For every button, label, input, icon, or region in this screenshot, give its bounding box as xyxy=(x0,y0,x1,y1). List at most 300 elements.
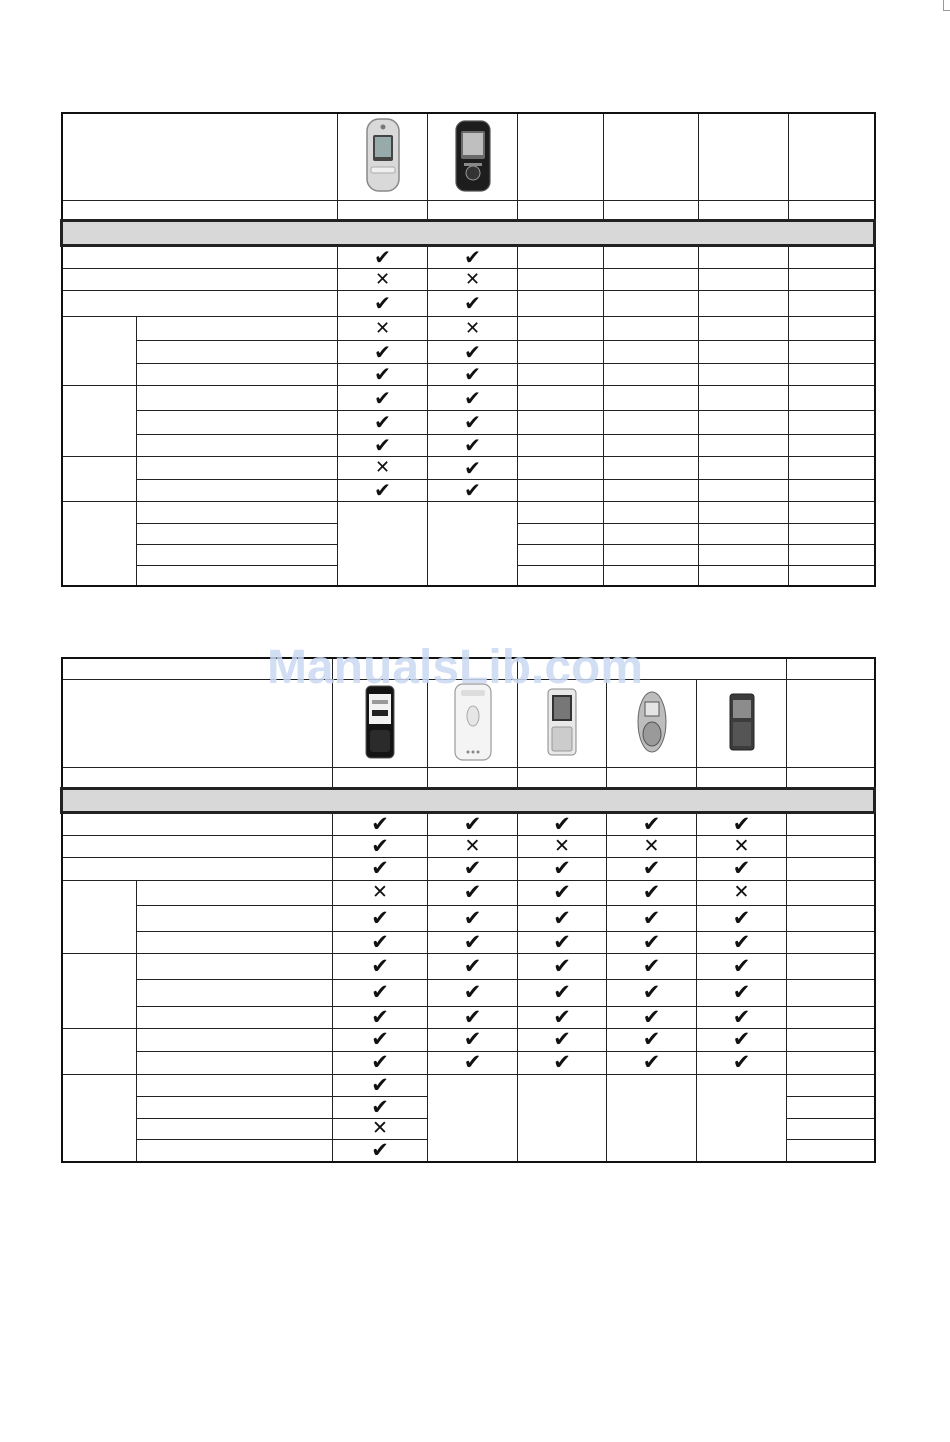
phone-image-row xyxy=(62,679,875,767)
phone-image-cell xyxy=(333,679,428,767)
feature-row xyxy=(62,290,875,316)
feature-value-cell xyxy=(607,979,697,1006)
feature-label-cell xyxy=(137,931,333,953)
feature-value-cell xyxy=(428,363,518,385)
feature-value-cell xyxy=(428,340,518,363)
feature-row xyxy=(62,363,875,385)
check-mark-icon: ✔ xyxy=(732,905,751,930)
check-mark-icon: ✔ xyxy=(464,340,481,363)
feature-value-cell xyxy=(428,245,518,268)
empty-value-cell xyxy=(518,456,604,479)
feature-value-cell xyxy=(338,456,428,479)
feature-value-cell xyxy=(518,880,607,905)
feature-value-cell xyxy=(697,1051,787,1074)
empty-value-cell xyxy=(789,245,875,268)
check-mark-icon: ✔ xyxy=(463,905,482,930)
feature-value-cell xyxy=(338,340,428,363)
feature-value-cell xyxy=(428,268,518,290)
feature-row xyxy=(62,1028,875,1051)
feature-value-cell xyxy=(333,1139,428,1162)
empty-value-cell xyxy=(787,1096,875,1118)
feature-value-cell xyxy=(518,857,607,880)
cross-mark-icon: ✕ xyxy=(554,835,570,857)
feature-label-cell xyxy=(62,812,333,835)
feature-value-cell xyxy=(518,905,607,931)
feature-row xyxy=(62,979,875,1006)
feature-label-cell xyxy=(137,905,333,931)
feature-row xyxy=(62,501,875,523)
phone-image-row xyxy=(62,113,875,200)
empty-value-cell xyxy=(604,316,699,340)
feature-row xyxy=(62,812,875,835)
feature-value-cell xyxy=(607,905,697,931)
feature-row xyxy=(62,410,875,434)
check-mark-icon: ✔ xyxy=(732,857,751,880)
empty-value-cell xyxy=(789,340,875,363)
feature-value-cell xyxy=(518,1006,607,1028)
empty-value-cell xyxy=(789,363,875,385)
empty-value-cell xyxy=(789,316,875,340)
cross-mark-icon: ✕ xyxy=(372,881,388,903)
check-mark-icon: ✔ xyxy=(642,980,661,1004)
empty-value-cell xyxy=(789,268,875,290)
feature-row xyxy=(62,479,875,501)
feature-value-cell xyxy=(428,1006,518,1028)
feature-value-cell xyxy=(428,857,518,880)
empty-value-cell xyxy=(518,434,604,456)
empty-value-cell xyxy=(789,544,875,565)
check-mark-icon: ✔ xyxy=(732,812,751,835)
group-label-cell xyxy=(62,1074,137,1162)
check-mark-icon: ✔ xyxy=(374,291,391,315)
feature-value-cell xyxy=(338,268,428,290)
check-mark-icon: ✔ xyxy=(642,857,661,880)
empty-value-cell xyxy=(699,340,789,363)
feature-label-cell xyxy=(137,1074,333,1096)
check-mark-icon: ✔ xyxy=(374,410,391,434)
check-mark-icon: ✔ xyxy=(464,363,481,385)
feature-value-cell xyxy=(428,931,518,953)
feature-value-cell xyxy=(333,1096,428,1118)
feature-row xyxy=(62,245,875,268)
check-mark-icon: ✔ xyxy=(463,953,482,978)
empty-value-cell xyxy=(699,544,789,565)
merged-value-cell xyxy=(338,501,428,586)
check-mark-icon: ✔ xyxy=(374,385,391,410)
cross-mark-icon: ✕ xyxy=(374,317,391,339)
empty-value-cell xyxy=(699,316,789,340)
feature-value-cell xyxy=(697,812,787,835)
check-mark-icon: ✔ xyxy=(463,812,482,835)
empty-value-cell xyxy=(787,835,875,857)
feature-row xyxy=(62,1006,875,1028)
feature-value-cell xyxy=(607,1051,697,1074)
check-mark-icon: ✔ xyxy=(642,812,661,835)
check-mark-icon: ✔ xyxy=(464,410,481,434)
feature-label-cell xyxy=(137,880,333,905)
group-label-cell xyxy=(62,316,137,385)
check-mark-icon: ✔ xyxy=(463,980,482,1004)
feature-value-cell xyxy=(518,1051,607,1074)
feature-label-cell xyxy=(137,340,338,363)
cross-mark-icon: ✕ xyxy=(733,881,750,903)
check-mark-icon: ✔ xyxy=(371,812,389,835)
empty-value-cell xyxy=(787,931,875,953)
empty-value-cell xyxy=(789,456,875,479)
empty-value-cell xyxy=(787,905,875,931)
feature-row xyxy=(62,857,875,880)
merged-value-cell xyxy=(428,501,518,586)
group-label-cell xyxy=(62,385,137,456)
feature-row xyxy=(62,880,875,905)
check-mark-icon: ✔ xyxy=(553,812,571,835)
check-mark-icon: ✔ xyxy=(463,1006,482,1028)
empty-value-cell xyxy=(787,1074,875,1096)
cross-mark-icon: ✕ xyxy=(464,317,481,339)
empty-value-cell xyxy=(789,290,875,316)
check-mark-icon: ✔ xyxy=(553,980,571,1004)
cross-mark-icon: ✕ xyxy=(374,457,391,478)
cross-mark-icon: ✕ xyxy=(733,835,750,857)
empty-value-cell xyxy=(789,479,875,501)
check-mark-icon: ✔ xyxy=(642,931,661,953)
feature-value-cell xyxy=(697,835,787,857)
group-label-cell xyxy=(62,953,137,1028)
feature-label-cell xyxy=(137,434,338,456)
check-mark-icon: ✔ xyxy=(553,857,571,880)
feature-row xyxy=(62,1051,875,1074)
silver-flip-phone-icon xyxy=(365,117,401,193)
feature-value-cell xyxy=(333,953,428,979)
empty-value-cell xyxy=(604,501,699,523)
feature-value-cell xyxy=(428,953,518,979)
check-mark-icon: ✔ xyxy=(371,980,389,1004)
feature-value-cell xyxy=(428,979,518,1006)
cross-mark-icon: ✕ xyxy=(374,268,391,290)
feature-value-cell xyxy=(338,385,428,410)
empty-value-cell xyxy=(518,565,604,586)
feature-label-cell xyxy=(137,1118,333,1139)
feature-row xyxy=(62,905,875,931)
feature-label-cell xyxy=(62,290,338,316)
feature-value-cell xyxy=(697,931,787,953)
check-mark-icon: ✔ xyxy=(464,479,481,501)
check-mark-icon: ✔ xyxy=(371,1006,389,1028)
feature-value-cell xyxy=(697,953,787,979)
empty-value-cell xyxy=(787,1139,875,1162)
empty-value-cell xyxy=(604,410,699,434)
merged-value-cell xyxy=(518,1074,607,1162)
empty-value-cell xyxy=(699,501,789,523)
feature-label-cell xyxy=(137,410,338,434)
feature-value-cell xyxy=(338,434,428,456)
feature-label-cell xyxy=(137,316,338,340)
page-corner-mark xyxy=(943,0,950,11)
feature-label-cell xyxy=(137,544,338,565)
check-mark-icon: ✔ xyxy=(371,953,389,978)
cross-mark-icon: ✕ xyxy=(464,835,481,857)
empty-value-cell xyxy=(604,290,699,316)
check-mark-icon: ✔ xyxy=(553,1006,571,1028)
feature-value-cell xyxy=(428,1051,518,1074)
check-mark-icon: ✔ xyxy=(642,1006,661,1028)
empty-value-cell xyxy=(518,501,604,523)
feature-value-cell xyxy=(697,979,787,1006)
feature-value-cell xyxy=(428,812,518,835)
empty-value-cell xyxy=(787,1051,875,1074)
feature-value-cell xyxy=(697,857,787,880)
check-mark-icon: ✔ xyxy=(732,980,751,1004)
feature-value-cell xyxy=(428,456,518,479)
feature-value-cell xyxy=(607,931,697,953)
feature-value-cell xyxy=(428,905,518,931)
empty-value-cell xyxy=(699,245,789,268)
feature-value-cell xyxy=(607,812,697,835)
merged-value-cell xyxy=(607,1074,697,1162)
check-mark-icon: ✔ xyxy=(371,1028,389,1051)
feature-value-cell xyxy=(428,290,518,316)
feature-label-cell xyxy=(62,835,333,857)
feature-label-cell xyxy=(62,857,333,880)
check-mark-icon: ✔ xyxy=(371,1096,389,1118)
feature-value-cell xyxy=(338,290,428,316)
cross-mark-icon: ✕ xyxy=(643,835,660,857)
silver-slim-phone-icon xyxy=(544,687,580,757)
empty-value-cell xyxy=(604,523,699,544)
empty-value-cell xyxy=(604,245,699,268)
feature-value-cell xyxy=(338,245,428,268)
empty-value-cell xyxy=(518,544,604,565)
check-mark-icon: ✔ xyxy=(642,1028,661,1051)
check-mark-icon: ✔ xyxy=(642,1051,661,1074)
feature-row xyxy=(62,456,875,479)
empty-value-cell xyxy=(518,479,604,501)
feature-value-cell xyxy=(697,880,787,905)
group-label-cell xyxy=(62,880,137,953)
group-label-cell xyxy=(62,456,137,501)
phone-image-cell xyxy=(428,679,518,767)
check-mark-icon: ✔ xyxy=(553,931,571,953)
check-mark-icon: ✔ xyxy=(463,880,482,904)
check-mark-icon: ✔ xyxy=(371,931,389,953)
feature-row xyxy=(62,1074,875,1096)
section-band xyxy=(62,788,875,812)
empty-value-cell xyxy=(699,363,789,385)
watermark: ManualsLib.com xyxy=(267,641,644,694)
feature-row xyxy=(62,316,875,340)
check-mark-icon: ✔ xyxy=(371,1051,389,1074)
feature-value-cell xyxy=(607,1006,697,1028)
check-mark-icon: ✔ xyxy=(374,340,391,363)
feature-value-cell xyxy=(697,1028,787,1051)
black-bar-phone-icon xyxy=(364,684,396,760)
empty-value-cell xyxy=(787,880,875,905)
empty-value-cell xyxy=(699,456,789,479)
check-mark-icon: ✔ xyxy=(371,905,389,930)
group-label-cell xyxy=(62,1028,137,1074)
feature-value-cell xyxy=(428,316,518,340)
check-mark-icon: ✔ xyxy=(642,905,661,930)
check-mark-icon: ✔ xyxy=(464,291,481,315)
feature-value-cell xyxy=(333,1028,428,1051)
feature-value-cell xyxy=(333,880,428,905)
feature-value-cell xyxy=(428,385,518,410)
feature-row xyxy=(62,268,875,290)
empty-value-cell xyxy=(518,340,604,363)
phone-image-cell xyxy=(697,679,787,767)
feature-label-cell xyxy=(62,245,338,268)
check-mark-icon: ✔ xyxy=(463,857,482,880)
feature-value-cell xyxy=(333,979,428,1006)
empty-value-cell xyxy=(604,363,699,385)
empty-value-cell xyxy=(518,523,604,544)
feature-row xyxy=(62,434,875,456)
empty-value-cell xyxy=(787,953,875,979)
check-mark-icon: ✔ xyxy=(463,1051,482,1074)
empty-value-cell xyxy=(699,290,789,316)
empty-value-cell xyxy=(604,340,699,363)
feature-value-cell xyxy=(428,880,518,905)
feature-value-cell xyxy=(333,1074,428,1096)
empty-value-cell xyxy=(699,565,789,586)
feature-value-cell xyxy=(333,1051,428,1074)
empty-value-cell xyxy=(699,434,789,456)
feature-value-cell xyxy=(428,410,518,434)
cross-mark-icon: ✕ xyxy=(464,268,481,290)
empty-value-cell xyxy=(789,385,875,410)
group-header-row xyxy=(62,658,875,679)
feature-value-cell xyxy=(333,931,428,953)
feature-row xyxy=(62,931,875,953)
feature-label-cell xyxy=(137,1051,333,1074)
phone-image-cell xyxy=(607,679,697,767)
empty-value-cell xyxy=(699,523,789,544)
feature-row xyxy=(62,953,875,979)
empty-value-cell xyxy=(604,268,699,290)
check-mark-icon: ✔ xyxy=(464,456,481,479)
feature-value-cell xyxy=(333,1118,428,1139)
feature-value-cell xyxy=(697,1006,787,1028)
check-mark-icon: ✔ xyxy=(553,953,571,978)
feature-value-cell xyxy=(333,1006,428,1028)
check-mark-icon: ✔ xyxy=(732,931,751,953)
feature-value-cell xyxy=(428,1028,518,1051)
feature-row xyxy=(62,340,875,363)
group-label-cell xyxy=(62,501,137,586)
empty-value-cell xyxy=(787,1006,875,1028)
feature-value-cell xyxy=(338,479,428,501)
feature-label-cell xyxy=(137,1006,333,1028)
feature-label-cell xyxy=(137,501,338,523)
feature-value-cell xyxy=(333,857,428,880)
empty-value-cell xyxy=(787,857,875,880)
feature-label-cell xyxy=(137,363,338,385)
feature-value-cell xyxy=(607,835,697,857)
empty-value-cell xyxy=(787,979,875,1006)
phone-image-cell xyxy=(518,679,607,767)
merged-value-cell xyxy=(428,1074,518,1162)
feature-value-cell xyxy=(333,905,428,931)
check-mark-icon: ✔ xyxy=(371,857,389,880)
empty-value-cell xyxy=(518,245,604,268)
check-mark-icon: ✔ xyxy=(553,880,571,904)
comparison-table-2 xyxy=(60,657,876,1163)
empty-value-cell xyxy=(787,1118,875,1139)
feature-label-cell xyxy=(137,953,333,979)
check-mark-icon: ✔ xyxy=(463,1028,482,1051)
feature-label-cell xyxy=(62,268,338,290)
feature-value-cell xyxy=(428,434,518,456)
check-mark-icon: ✔ xyxy=(732,1051,751,1074)
empty-value-cell xyxy=(699,479,789,501)
check-mark-icon: ✔ xyxy=(732,1028,751,1051)
feature-label-cell xyxy=(137,1096,333,1118)
empty-value-cell xyxy=(604,456,699,479)
empty-value-cell xyxy=(789,565,875,586)
feature-value-cell xyxy=(338,316,428,340)
check-mark-icon: ✔ xyxy=(642,953,661,978)
empty-value-cell xyxy=(789,434,875,456)
check-mark-icon: ✔ xyxy=(464,385,481,410)
empty-value-cell xyxy=(789,501,875,523)
empty-value-cell xyxy=(518,363,604,385)
dark-candybar-phone-icon xyxy=(728,692,756,752)
feature-value-cell xyxy=(518,953,607,979)
feature-value-cell xyxy=(607,880,697,905)
feature-value-cell xyxy=(518,931,607,953)
empty-value-cell xyxy=(699,268,789,290)
feature-label-cell xyxy=(137,979,333,1006)
check-mark-icon: ✔ xyxy=(464,434,481,456)
cross-mark-icon: ✕ xyxy=(372,1118,388,1139)
feature-value-cell xyxy=(428,479,518,501)
check-mark-icon: ✔ xyxy=(642,880,661,904)
check-mark-icon: ✔ xyxy=(374,245,391,268)
empty-value-cell xyxy=(518,385,604,410)
check-mark-icon: ✔ xyxy=(464,245,481,268)
feature-value-cell xyxy=(607,953,697,979)
feature-value-cell xyxy=(518,812,607,835)
check-mark-icon: ✔ xyxy=(371,835,389,857)
feature-value-cell xyxy=(333,812,428,835)
empty-value-cell xyxy=(604,544,699,565)
feature-value-cell xyxy=(518,1028,607,1051)
empty-value-cell xyxy=(518,290,604,316)
check-mark-icon: ✔ xyxy=(553,1051,571,1074)
feature-label-cell xyxy=(137,1139,333,1162)
empty-value-cell xyxy=(789,523,875,544)
check-mark-icon: ✔ xyxy=(371,1139,389,1162)
empty-value-cell xyxy=(518,268,604,290)
check-mark-icon: ✔ xyxy=(553,905,571,930)
feature-label-cell xyxy=(137,385,338,410)
empty-value-cell xyxy=(699,410,789,434)
check-mark-icon: ✔ xyxy=(374,363,391,385)
empty-value-cell xyxy=(604,479,699,501)
feature-value-cell xyxy=(518,979,607,1006)
empty-value-cell xyxy=(604,385,699,410)
check-mark-icon: ✔ xyxy=(732,953,751,978)
feature-row xyxy=(62,835,875,857)
phone-image-cell xyxy=(428,113,518,200)
comparison-table-1 xyxy=(60,112,876,587)
empty-value-cell xyxy=(699,385,789,410)
check-mark-icon: ✔ xyxy=(553,1028,571,1051)
feature-value-cell xyxy=(697,905,787,931)
feature-label-cell xyxy=(137,565,338,586)
empty-value-cell xyxy=(518,316,604,340)
check-mark-icon: ✔ xyxy=(374,479,391,501)
